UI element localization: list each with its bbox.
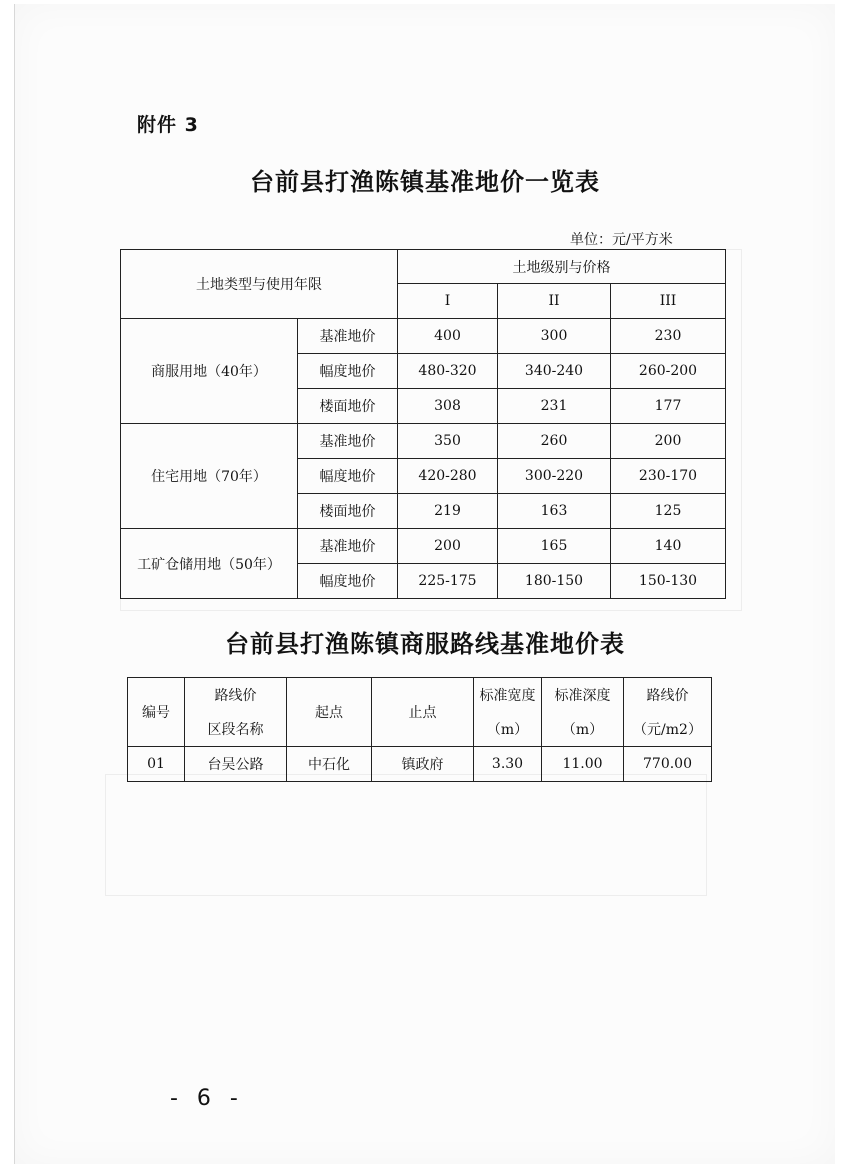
cell: 219 (398, 494, 498, 529)
header-start: 起点 (287, 678, 372, 747)
table-row (128, 747, 712, 782)
cell: 125 (611, 494, 726, 529)
unit-label: 单位：元/平方米 (570, 232, 673, 248)
cell: 308 (398, 389, 498, 424)
cell-width: 3.30 (474, 747, 542, 782)
land-price-table (120, 249, 726, 599)
cell: 225-175 (398, 564, 498, 599)
cell: 230-170 (611, 459, 726, 494)
row-label: 幅度地价 (298, 564, 398, 599)
table-row (121, 529, 726, 564)
header-id: 编号 (128, 678, 185, 747)
header-route-value: 路线价 (624, 678, 712, 713)
cell: 350 (398, 424, 498, 459)
cell: 260-200 (611, 354, 726, 389)
header-grade: 土地级别与价格 (398, 250, 726, 284)
cell: 177 (611, 389, 726, 424)
header-land-type: 土地类型与使用年限 (121, 250, 398, 319)
cell: 231 (498, 389, 611, 424)
row-label: 基准地价 (298, 319, 398, 354)
header-route-value-unit: （元/m2） (624, 712, 712, 747)
grade-3: III (611, 284, 726, 319)
cell: 300-220 (498, 459, 611, 494)
cell: 480-320 (398, 354, 498, 389)
cell: 340-240 (498, 354, 611, 389)
attachment-label: 附件 3 (137, 114, 199, 136)
cell-section: 台吴公路 (185, 747, 287, 782)
cell: 200 (611, 424, 726, 459)
cell: 300 (498, 319, 611, 354)
grade-2: II (498, 284, 611, 319)
header-end: 止点 (372, 678, 474, 747)
row-label: 基准地价 (298, 529, 398, 564)
cell-end: 镇政府 (372, 747, 474, 782)
row-label: 楼面地价 (298, 494, 398, 529)
cell-id: 01 (128, 747, 185, 782)
cell: 150-130 (611, 564, 726, 599)
table-row (121, 424, 726, 459)
row-label: 幅度地价 (298, 459, 398, 494)
header-route-price: 路线价 (185, 678, 287, 713)
cell: 163 (498, 494, 611, 529)
grade-1: I (398, 284, 498, 319)
table1-title: 台前县打渔陈镇基准地价一览表 (250, 168, 600, 196)
cell: 400 (398, 319, 498, 354)
header-std-depth: 标准深度 (542, 678, 624, 713)
cell: 420-280 (398, 459, 498, 494)
group-name: 住宅用地（70年） (121, 424, 298, 529)
row-label: 楼面地价 (298, 389, 398, 424)
document-page (14, 4, 835, 1164)
cell-start: 中石化 (287, 747, 372, 782)
table2-title: 台前县打渔陈镇商服路线基准地价表 (225, 630, 625, 658)
header-std-width: 标准宽度 (474, 678, 542, 713)
bleed-through (105, 774, 707, 896)
page-number: - 6 - (170, 1086, 244, 1111)
cell-price: 770.00 (624, 747, 712, 782)
cell: 260 (498, 424, 611, 459)
row-label: 幅度地价 (298, 354, 398, 389)
table-row (121, 319, 726, 354)
row-label: 基准地价 (298, 424, 398, 459)
route-price-table (127, 677, 712, 782)
cell: 200 (398, 529, 498, 564)
header-std-depth-unit: （m） (542, 712, 624, 747)
group-name: 工矿仓储用地（50年） (121, 529, 298, 599)
cell: 180-150 (498, 564, 611, 599)
cell-depth: 11.00 (542, 747, 624, 782)
cell: 140 (611, 529, 726, 564)
cell: 230 (611, 319, 726, 354)
group-name: 商服用地（40年） (121, 319, 298, 424)
header-std-width-unit: （m） (474, 712, 542, 747)
header-section-name: 区段名称 (185, 712, 287, 747)
cell: 165 (498, 529, 611, 564)
